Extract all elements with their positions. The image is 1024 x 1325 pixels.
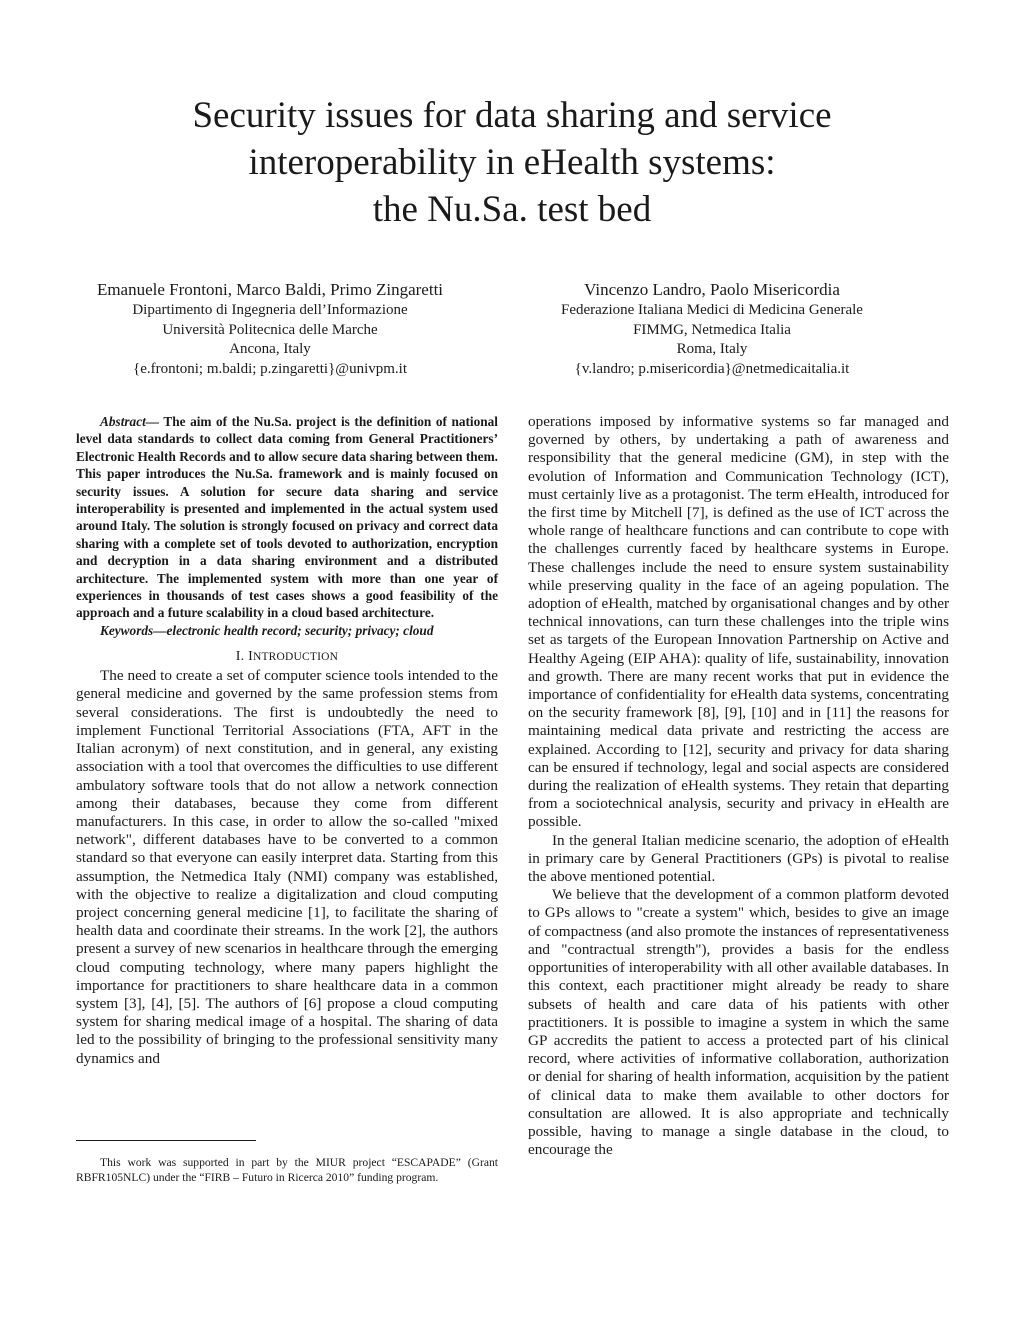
- left-column: [76, 413, 498, 1068]
- author-block-right: [502, 279, 922, 380]
- author-institution: FIMMG, Netmedica Italia: [633, 321, 791, 338]
- abstract-label: Abstract—: [100, 414, 160, 429]
- title-line-1: Security issues for data sharing and service: [192, 95, 832, 136]
- paper-title: [100, 92, 924, 233]
- intro-paragraph-3: We believe that the development of a common platform devoted to GPs allows to "create a system" which, besides to give an image of compactness (and also promote the instances of representativeness and "contractual strength"), provides a basis for the endless opportunities of interoperability with all other available databases. In this context, each practitioner might already be ready to share subsets of health and care data of his patients with other practitioners. It is possible to imagine a system in which the same GP accredits the patient to access a protected part of his clinical record, where activities of informative collaboration, authorization or denial for sharing of health information, acquisition by the patient of clinical data to make them available to other doctors for consultation are allowed. It is also appropriate and technically possible, having to manage a single database in the cloud, to encourage the: [528, 886, 949, 1159]
- title-line-2: interoperability in eHealth systems:: [248, 142, 776, 183]
- author-city: Ancona, Italy: [229, 341, 311, 358]
- section-number: I.: [235, 649, 245, 665]
- author-block-left: [60, 279, 480, 380]
- intro-paragraph-continued: operations imposed by informative systems so far managed and governed by others, by undertaking a path of awareness and responsibility that the general medicine (GM), in step with the evolution of Information and Communication Technology (ICT), must certainly live as a protagonist. The term eHealth, introduced for the first time by Mitchell [7], is defined as the use of ICT across the whole range of healthcare functions and can contribute to cope with the challenges currently faced by healthcare systems in Europe. These challenges include the need to ensure system sustainability while preserving quality in the face of an ageing population. The adoption of eHealth, matched by organisational changes and by other technical innovations, can turn these challenges into the triple wins set as targets of the European Innovation Partnership on Active and Healthy Ageing (EIP AHA): quality of life, sustainability, innovation and growth. There are many recent works that put in evidence the importance of confidentiality for eHealth data systems, concentrating on the security framework [8], [9], [10] and in [11] the reasons for maintaining medical data private and restricting the access are explained. According to [12], security and privacy for data sharing can be ensured if technology, legal and social aspects are considered during the realization of eHealth systems. They retain that departing from a sociotechnical analysis, security and privacy in eHealth are possible.: [528, 413, 949, 831]
- right-column: [528, 413, 949, 1159]
- intro-paragraph-2: In the general Italian medicine scenario, the adoption of eHealth in primary care by General Practitioners (GPs) is pivotal to realise the above mentioned potential.: [528, 831, 949, 886]
- footnote: This work was supported in part by the MIUR project “ESCAPADE” (Grant RBFR105NLC) under the “FIRB – Futuro in Ricerca 2010” funding program.: [76, 1155, 498, 1185]
- abstract-text: The aim of the Nu.Sa. project is the definition of national level data standards to collect data coming from General Practitioners’ Electronic Health Records and to allow secure data sharing between them. This paper introduces the Nu.Sa. framework and is mainly focused on security issues. A solution for secure data sharing and service interoperability is presented and implemented in the actual system used around Italy. The solution is strongly focused on privacy and correct data sharing with a complete set of tools devoted to authorization, encryption and decryption in a data sharing environment and a distributed architecture. The implemented system with more than one year of experiences in thousands of test cases shows a good feasibility of the approach and a future scalability in a cloud based architecture.: [76, 414, 498, 621]
- abstract: [76, 413, 498, 622]
- author-email: {e.frontoni; m.baldi; p.zingaretti}@univpm.it: [133, 361, 407, 378]
- author-city: Roma, Italy: [676, 341, 748, 358]
- author-names: Emanuele Frontoni, Marco Baldi, Primo Zingaretti: [96, 280, 444, 299]
- section-title-rest: NTRODUCTION: [252, 651, 339, 664]
- intro-paragraph-1: The need to create a set of computer science tools intended to the general medicine and governed by the same profession stems from several considerations. The first is undoubtedly the need to implement Functional Territorial Associations (FTA, AFT in the Italian acronym) of next constitution, and in general, any existing association with a tool that overcomes the difficulties to use different ambulatory software tools that do not allow a network connection among their databases, because they come from different manufacturers. In this case, in order to allow the so-called "mixed network", different databases have to be converted to a common standard so that everyone can easily interpret data. Starting from this assumption, the Netmedica Italy (NMI) company was established, with the objective to realize a digitalization and cloud computing project concerning general medicine [1], to facilitate the sharing of health data and coordinate their streams. In the work [2], the authors present a survey of new scenarios in healthcare through the emerging cloud computing technology, where many papers highlight the importance for practitioners to share healthcare data in a common system [3], [4], [5]. The authors of [6] propose a cloud computing system for sharing medical image of a hospital. The sharing of data led to the possibility of bringing to the professional sensitivity many dynamics and: [76, 667, 498, 1067]
- author-department: Dipartimento di Ingegneria dell’Informazione: [132, 302, 408, 318]
- keywords: Keywords—electronic health record; security; privacy; cloud: [100, 622, 434, 638]
- section-title-initial: I: [248, 649, 253, 665]
- section-heading-introduction: [76, 648, 498, 666]
- author-email: {v.landro; p.misericordia}@netmedicaitalia.it: [574, 361, 850, 378]
- title-line-3: the Nu.Sa. test bed: [372, 189, 652, 230]
- author-department: Federazione Italiana Medici di Medicina Generale: [561, 302, 863, 318]
- author-names: Vincenzo Landro, Paolo Misericordia: [584, 280, 840, 299]
- footnote-divider: [76, 1140, 256, 1141]
- author-institution: Università Politecnica delle Marche: [162, 321, 378, 338]
